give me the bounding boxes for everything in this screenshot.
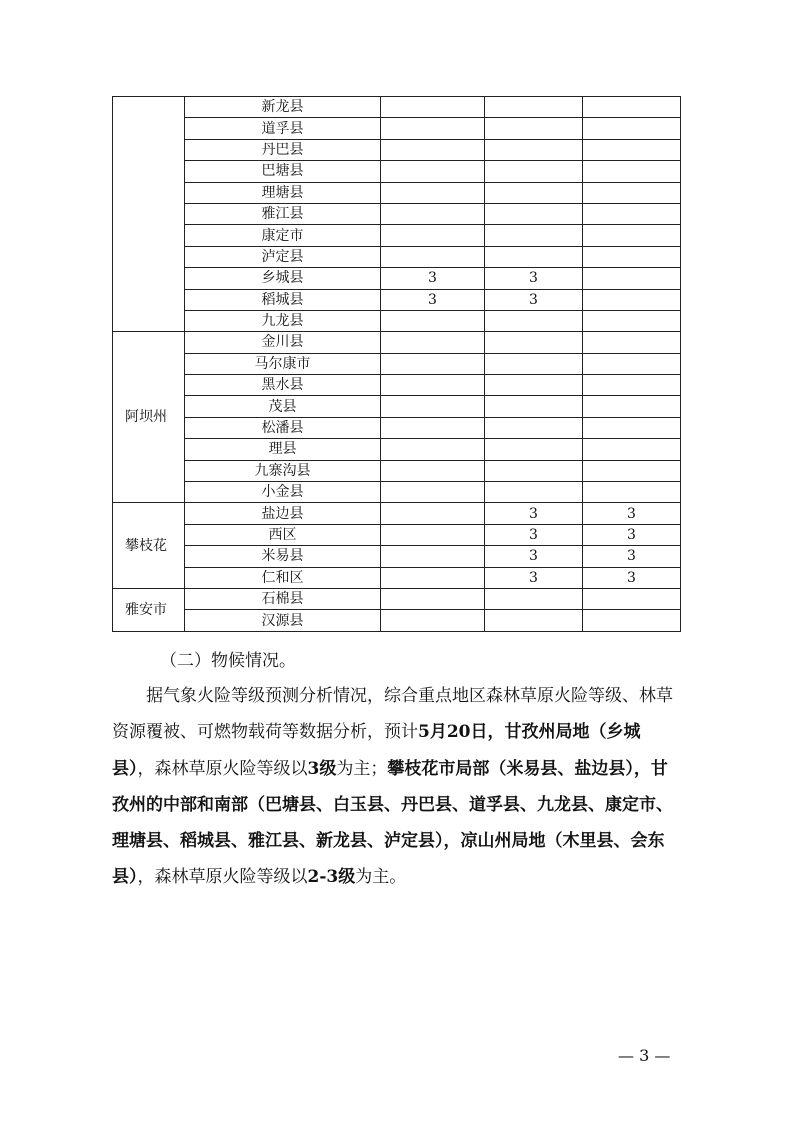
level-cell-c2: [485, 439, 583, 460]
level-cell-c3: [583, 460, 681, 481]
level-cell-c2: [485, 460, 583, 481]
table-row: [113, 503, 681, 524]
body-text-9: 为主。: [355, 867, 407, 888]
level-cell-c1: [381, 396, 485, 417]
level-cell-c1: 3: [381, 268, 485, 289]
table-row: [113, 118, 681, 139]
body-bold-date-region: 5月20日，甘孜州局地（乡城县）: [112, 722, 641, 779]
county-cell: 米易县: [185, 546, 381, 567]
level-cell-c2: [485, 225, 583, 246]
level-cell-c1: [381, 567, 485, 588]
county-cell: 黑水县: [185, 375, 381, 396]
level-cell-c2: [485, 353, 583, 374]
level-cell-c1: [381, 460, 485, 481]
body-paragraph: [112, 678, 682, 896]
county-cell: 新龙县: [185, 97, 381, 118]
level-cell-c3: [583, 246, 681, 267]
level-cell-c2: 3: [485, 567, 583, 588]
level-cell-c3: [583, 482, 681, 503]
level-cell-c3: [583, 182, 681, 203]
level-cell-c2: [485, 482, 583, 503]
level-cell-c1: [381, 353, 485, 374]
county-cell: 仁和区: [185, 567, 381, 588]
table-row: [113, 225, 681, 246]
level-cell-c1: [381, 118, 485, 139]
level-cell-c2: [485, 161, 583, 182]
level-cell-c2: [485, 588, 583, 609]
level-cell-c2: [485, 246, 583, 267]
table-row: [113, 588, 681, 609]
level-cell-c1: [381, 182, 485, 203]
level-cell-c1: [381, 375, 485, 396]
level-cell-c3: [583, 396, 681, 417]
table-row: [113, 375, 681, 396]
level-cell-c1: [381, 225, 485, 246]
county-cell: 石棉县: [185, 588, 381, 609]
level-cell-c3: [583, 118, 681, 139]
level-cell-c2: [485, 139, 583, 160]
level-cell-c3: [583, 375, 681, 396]
county-cell: 汉源县: [185, 610, 381, 631]
level-cell-c1: [381, 588, 485, 609]
county-cell: 松潘县: [185, 417, 381, 438]
table-row: [113, 610, 681, 631]
level-cell-c3: [583, 417, 681, 438]
county-cell: 九龙县: [185, 310, 381, 331]
level-cell-c1: [381, 310, 485, 331]
table-row: [113, 396, 681, 417]
region-cell: 阿坝州: [113, 332, 185, 503]
table-row: [113, 289, 681, 310]
county-cell: 雅江县: [185, 203, 381, 224]
level-cell-c2: [485, 396, 583, 417]
level-cell-c2: [485, 310, 583, 331]
body-text-1: 据气象火险等级预测分析情况，综合重点地区森林草原火险等级、林草资源覆被、可燃物载荷等数据分析，预计: [112, 686, 673, 743]
county-cell: 乡城县: [185, 268, 381, 289]
county-cell: 九寨沟县: [185, 460, 381, 481]
table-row: [113, 417, 681, 438]
level-cell-c2: [485, 203, 583, 224]
region-cell: [113, 97, 185, 332]
page-number: — 3 —: [618, 1046, 671, 1065]
level-cell-c3: [583, 332, 681, 353]
level-cell-c2: 3: [485, 289, 583, 310]
level-cell-c2: [485, 375, 583, 396]
level-cell-c3: [583, 161, 681, 182]
level-cell-c3: [583, 203, 681, 224]
level-cell-c1: [381, 161, 485, 182]
level-cell-c1: [381, 439, 485, 460]
level-cell-c2: 3: [485, 524, 583, 545]
level-cell-c3: [583, 439, 681, 460]
table-row: [113, 139, 681, 160]
county-cell: 泸定县: [185, 246, 381, 267]
level-cell-c3: 3: [583, 546, 681, 567]
level-cell-c1: [381, 332, 485, 353]
body-bold-regions: 攀枝花市局部（米易县、盐边县），甘孜州的中部和南部（巴塘县、白玉县、丹巴县、道孚县、九龙县、康定市、理塘县、稻城县、雅江县、新龙县、泸定县），凉山州局地（木里县、会东县）: [112, 758, 673, 888]
level-cell-c2: [485, 118, 583, 139]
body-text-3: ，森林草原火险等级以: [137, 758, 308, 779]
body-text-5: 为主；: [336, 758, 388, 779]
table-row: [113, 460, 681, 481]
level-cell-c2: [485, 610, 583, 631]
county-cell: 小金县: [185, 482, 381, 503]
table-row: [113, 246, 681, 267]
level-cell-c2: 3: [485, 546, 583, 567]
county-cell: 丹巴县: [185, 139, 381, 160]
level-cell-c3: 3: [583, 567, 681, 588]
region-cell: 攀枝花: [113, 503, 185, 589]
level-cell-c3: [583, 289, 681, 310]
body-bold-level-3: 3级: [307, 758, 337, 779]
county-cell: 稻城县: [185, 289, 381, 310]
table-row: [113, 161, 681, 182]
level-cell-c3: [583, 310, 681, 331]
county-cell: 道孚县: [185, 118, 381, 139]
section-heading: （二）物候情况。: [160, 651, 296, 671]
table-row: [113, 182, 681, 203]
county-cell: 巴塘县: [185, 161, 381, 182]
level-cell-c2: 3: [485, 268, 583, 289]
level-cell-c1: [381, 524, 485, 545]
level-cell-c2: [485, 332, 583, 353]
table-row: [113, 203, 681, 224]
county-cell: 马尔康市: [185, 353, 381, 374]
table-row: [113, 332, 681, 353]
level-cell-c1: [381, 97, 485, 118]
level-cell-c1: 3: [381, 289, 485, 310]
level-cell-c3: [583, 588, 681, 609]
body-bold-level-2-3: 2-3级: [307, 867, 356, 888]
table-row: [113, 524, 681, 545]
level-cell-c1: [381, 546, 485, 567]
county-cell: 茂县: [185, 396, 381, 417]
level-cell-c1: [381, 482, 485, 503]
level-cell-c1: [381, 203, 485, 224]
level-cell-c2: [485, 182, 583, 203]
level-cell-c1: [381, 246, 485, 267]
level-cell-c2: [485, 97, 583, 118]
level-cell-c3: [583, 139, 681, 160]
fire-risk-table-body: [113, 97, 681, 632]
county-cell: 盐边县: [185, 503, 381, 524]
level-cell-c3: [583, 97, 681, 118]
county-cell: 康定市: [185, 225, 381, 246]
level-cell-c3: [583, 225, 681, 246]
table-row: [113, 567, 681, 588]
level-cell-c3: 3: [583, 503, 681, 524]
table-row: [113, 97, 681, 118]
level-cell-c2: [485, 417, 583, 438]
level-cell-c3: [583, 610, 681, 631]
table-row: [113, 310, 681, 331]
county-cell: 西区: [185, 524, 381, 545]
level-cell-c1: [381, 139, 485, 160]
level-cell-c2: 3: [485, 503, 583, 524]
level-cell-c3: [583, 268, 681, 289]
level-cell-c3: [583, 353, 681, 374]
table-row: [113, 546, 681, 567]
level-cell-c1: [381, 610, 485, 631]
county-cell: 理塘县: [185, 182, 381, 203]
level-cell-c1: [381, 417, 485, 438]
table-row: [113, 353, 681, 374]
table-row: [113, 268, 681, 289]
level-cell-c1: [381, 503, 485, 524]
fire-risk-table: [112, 96, 681, 632]
level-cell-c3: 3: [583, 524, 681, 545]
region-cell: 雅安市: [113, 588, 185, 631]
county-cell: 金川县: [185, 332, 381, 353]
body-text-7: ，森林草原火险等级以: [137, 867, 308, 888]
county-cell: 理县: [185, 439, 381, 460]
table-row: [113, 482, 681, 503]
table-row: [113, 439, 681, 460]
